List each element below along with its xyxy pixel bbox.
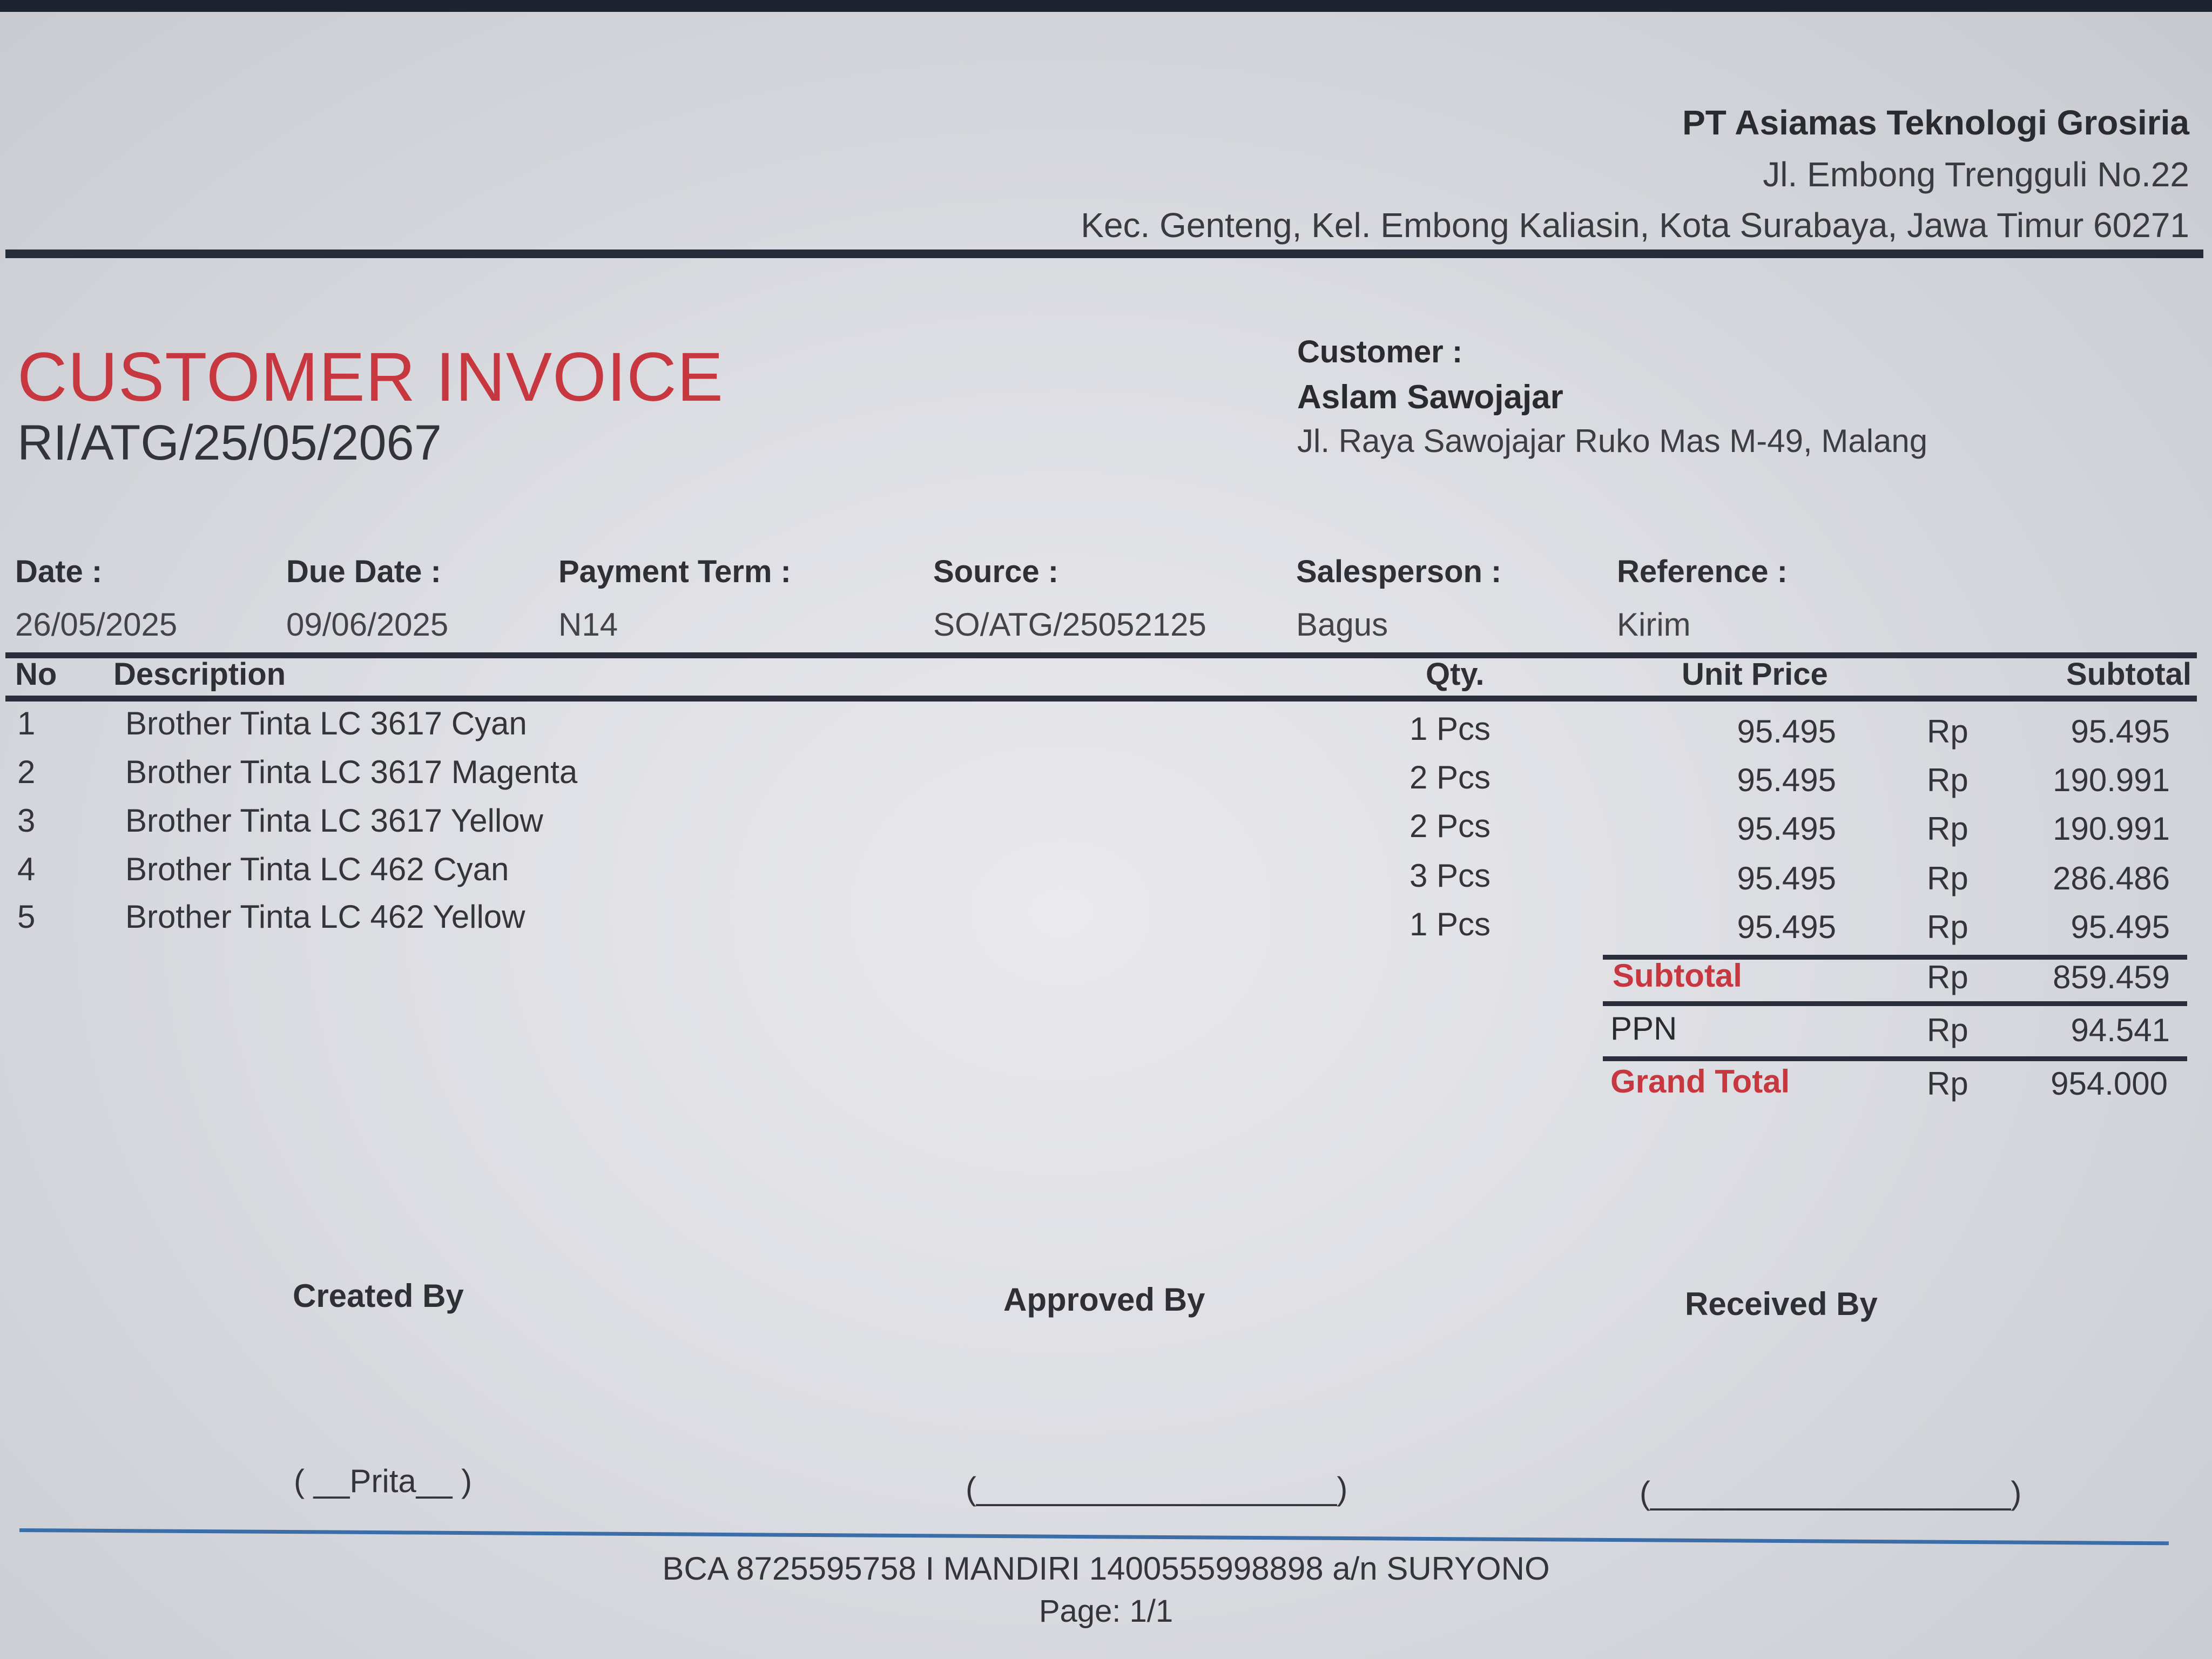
date-label: Date : [15,554,103,589]
payment-term-value: N14 [558,606,618,643]
row-description: Brother Tinta LC 3617 Cyan [125,705,527,741]
row-no: 2 [17,754,36,790]
totals-subtotal-currency: Rp [1927,959,1968,995]
totals-subtotal-value: 859.459 [2053,959,2170,995]
row-subtotal: 190.991 [2053,811,2170,847]
company-name: PT Asiamas Teknologi Grosiria [1682,103,2189,142]
row-qty: 2 Pcs [1410,808,1491,844]
column-header-qty: Qty. [1426,657,1485,692]
table-header-top-rule [5,652,2197,658]
row-no: 3 [17,802,36,839]
company-address-line2: Kec. Genteng, Kel. Embong Kaliasin, Kota Surabaya, Jawa Timur 60271 [1081,206,2189,245]
row-no: 1 [17,705,36,741]
row-description: Brother Tinta LC 462 Yellow [125,899,525,935]
reference-value: Kirim [1617,606,1691,643]
screen-top-edge [0,0,2212,12]
payment-term-label: Payment Term : [558,554,791,589]
totals-ppn-label: PPN [1610,1010,1677,1047]
totals-ppn-value: 94.541 [2071,1012,2170,1048]
totals-grand-currency: Rp [1927,1065,1968,1102]
row-description: Brother Tinta LC 462 Cyan [125,851,509,887]
customer-address: Jl. Raya Sawojajar Ruko Mas M-49, Malang [1297,423,1928,459]
row-unit-price: 95.495 [1737,713,1836,750]
salesperson-value: Bagus [1296,606,1388,643]
header-divider [5,249,2203,258]
salesperson-label: Salesperson : [1296,554,1502,589]
row-subtotal: 95.495 [2071,909,2170,945]
invoice-number: RI/ATG/25/05/2067 [17,415,442,470]
row-currency: Rp [1927,811,1968,847]
date-value: 26/05/2025 [15,606,178,643]
row-qty: 1 Pcs [1410,711,1491,747]
approved-by-label: Approved By [1003,1282,1205,1318]
row-currency: Rp [1927,713,1968,750]
approved-by-line: (____________________) [966,1471,1348,1507]
row-subtotal: 95.495 [2071,713,2170,750]
totals-ppn-currency: Rp [1927,1012,1968,1048]
due-date-value: 09/06/2025 [286,606,449,643]
row-no: 4 [17,851,36,887]
received-by-line: (____________________) [1640,1475,2022,1511]
column-header-unit-price: Unit Price [1682,657,1828,692]
table-header-bottom-rule [5,696,2197,702]
row-no: 5 [17,899,36,935]
totals-grand-label: Grand Total [1610,1063,1790,1100]
created-by-name: ( __Prita__ ) [294,1463,473,1499]
totals-rule-2 [1603,1001,2187,1006]
company-address-line1: Jl. Embong Trengguli No.22 [1763,155,2189,194]
row-currency: Rp [1927,762,1968,798]
customer-name: Aslam Sawojajar [1297,379,1563,416]
row-unit-price: 95.495 [1737,909,1836,945]
totals-rule-3 [1603,1056,2187,1061]
row-qty: 1 Pcs [1410,906,1491,942]
due-date-label: Due Date : [286,554,441,589]
row-description: Brother Tinta LC 3617 Yellow [125,802,543,839]
row-qty: 2 Pcs [1410,759,1491,795]
row-subtotal: 190.991 [2053,762,2170,798]
received-by-label: Received By [1685,1286,1878,1322]
row-unit-price: 95.495 [1737,860,1836,896]
footer-divider [19,1528,2169,1545]
row-unit-price: 95.495 [1737,762,1836,798]
row-currency: Rp [1927,909,1968,945]
row-subtotal: 286.486 [2053,860,2170,896]
footer-page-number: Page: 1/1 [1038,1594,1174,1629]
invoice-title: CUSTOMER INVOICE [17,339,724,416]
created-by-label: Created By [293,1278,464,1314]
row-description: Brother Tinta LC 3617 Magenta [125,754,578,790]
row-qty: 3 Pcs [1410,858,1491,894]
column-header-no: No [15,657,57,692]
customer-label: Customer : [1297,334,1463,369]
totals-subtotal-label: Subtotal [1613,957,1742,994]
source-label: Source : [933,554,1059,589]
column-header-subtotal: Subtotal [2066,657,2191,692]
column-header-description: Description [113,657,286,692]
reference-label: Reference : [1617,554,1788,589]
totals-grand-value: 954.000 [2051,1065,2168,1102]
row-unit-price: 95.495 [1737,811,1836,847]
source-value: SO/ATG/25052125 [933,606,1206,643]
row-currency: Rp [1927,860,1968,896]
footer-bank-accounts: BCA 8725595758 I MANDIRI 1400555998898 a/n SURYONO [662,1550,1550,1587]
